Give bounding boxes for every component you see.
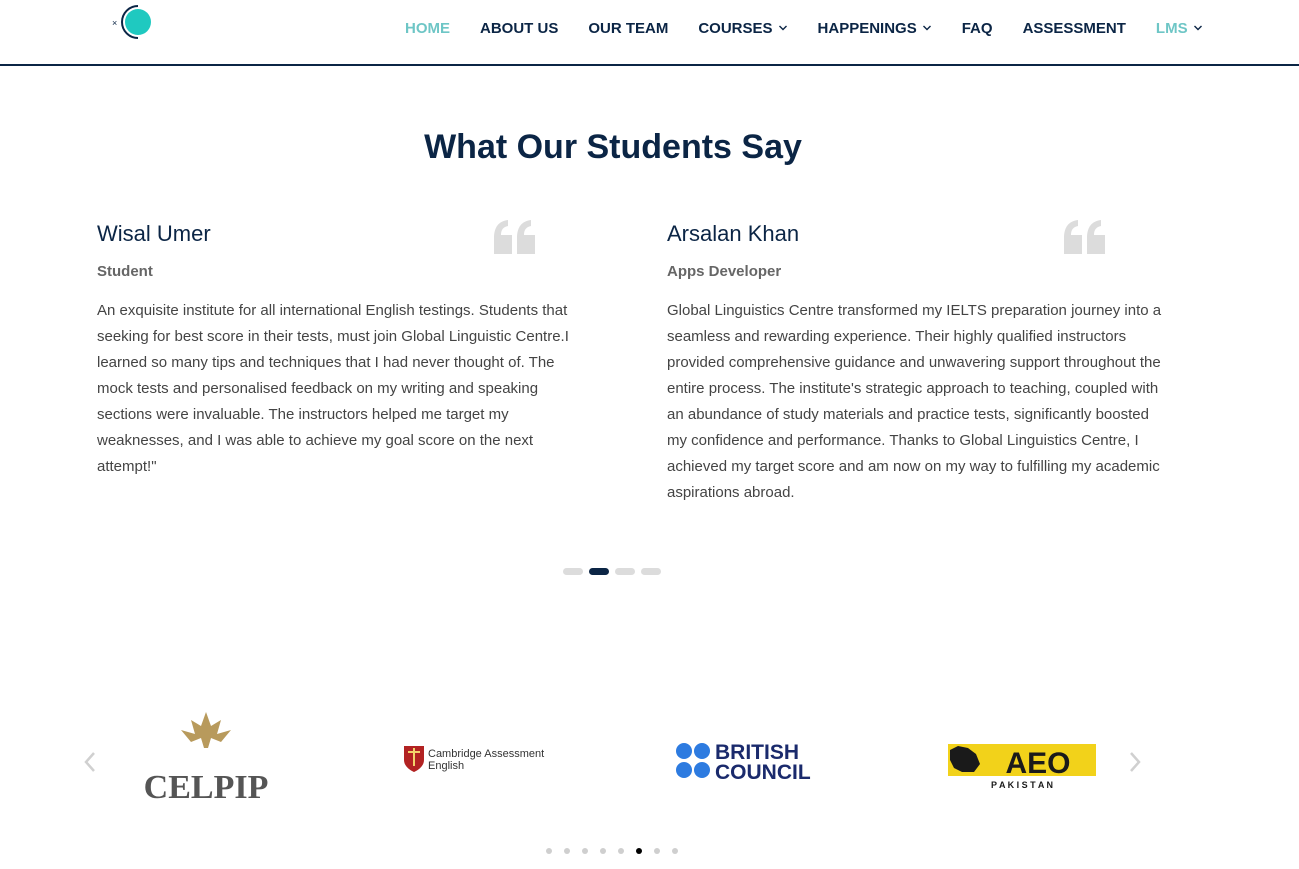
- testimonial-role: Student: [97, 263, 153, 280]
- nav-happenings-label: HAPPENINGS: [817, 19, 917, 37]
- cambridge-line2: English: [428, 760, 465, 772]
- partner-page-dot[interactable]: [672, 848, 678, 854]
- testimonial-page-dot[interactable]: [615, 568, 635, 575]
- aeo-pakistan-logo: [946, 742, 1098, 790]
- partner-page-dot[interactable]: [582, 848, 588, 854]
- nav-about-us-label: ABOUT US: [480, 19, 559, 37]
- nav-courses-label: COURSES: [698, 19, 773, 37]
- testimonial-page-dot-active[interactable]: [589, 568, 609, 575]
- nav-about-us[interactable]: [480, 20, 558, 37]
- nav-lms-label: LMS: [1155, 19, 1188, 37]
- testimonial-text: An exquisite institute for all international English testings. Students that seeking for best score in their tests, must join Global Linguistic Centre.I learned so many tips and techniques that I had never thought of. The mock tests and personalised feedback on my writing and speaking sections were invaluable. The instructors helped me target my weaknesses, and I was able to achieve my goal score on the next attempt!": [97, 302, 569, 475]
- testimonial-card: [97, 220, 577, 480]
- celpip-logo: [135, 708, 277, 804]
- nav-our-team[interactable]: [588, 20, 668, 37]
- quote-icon: [1064, 220, 1106, 254]
- site-logo[interactable]: [110, 2, 156, 42]
- partner-page-dot-active[interactable]: [636, 848, 642, 854]
- testimonial-name: Wisal Umer: [97, 221, 211, 246]
- testimonial-text: Global Linguistics Centre transformed my IELTS preparation journey into a seamless and rewarding experience. Their highly qualified instructors provided comprehensive guidance and unwavering support throughout the entire process. The institute's strategic approach to teaching, coupled with an abundance of study materials and practice tests, significantly boosted my confidence and performance. Thanks to Global Linguistics Centre, I achieved my target score and am now on my way to fulfilling my academic aspirations abroad.: [667, 302, 1162, 501]
- testimonial-page-dot[interactable]: [641, 568, 661, 575]
- testimonial-card: [667, 220, 1162, 506]
- nav-courses[interactable]: [698, 20, 787, 37]
- section-title: What Our Students Say: [424, 128, 802, 166]
- nav-home-label: HOME: [405, 19, 450, 37]
- chevron-right-icon[interactable]: [1128, 750, 1142, 774]
- british-council-line2: COUNCIL: [715, 761, 811, 782]
- chevron-down-icon: [1193, 23, 1203, 33]
- nav-faq-label: FAQ: [961, 19, 993, 37]
- testimonial-role: Apps Developer: [667, 263, 782, 280]
- british-council-line1: BRITISH: [715, 741, 799, 764]
- nav-home[interactable]: [405, 20, 450, 37]
- nav-happenings[interactable]: [818, 20, 932, 37]
- testimonial-name: Arsalan Khan: [667, 221, 800, 246]
- partner-page-dot[interactable]: [618, 848, 624, 854]
- partner-page-dot[interactable]: [546, 848, 552, 854]
- partner-pagination: [546, 848, 690, 854]
- site-header: [0, 0, 1299, 66]
- testimonial-page-dot[interactable]: [563, 568, 583, 575]
- aeo-wordmark: AEO: [1005, 747, 1071, 780]
- nav-assessment-label: ASSESSMENT: [1022, 19, 1126, 37]
- british-council-logo: [675, 740, 825, 782]
- celpip-wordmark: CELPIP: [143, 769, 269, 804]
- cambridge-line1: Cambridge Assessment: [428, 748, 545, 760]
- quote-icon: [494, 220, 536, 254]
- cambridge-assessment-logo: [402, 744, 552, 774]
- partner-page-dot[interactable]: [564, 848, 570, 854]
- nav-assessment[interactable]: [1023, 20, 1126, 37]
- aeo-subtitle: P A K I S T A N: [990, 780, 1054, 790]
- nav-our-team-label: OUR TEAM: [588, 19, 669, 37]
- svg-text:×: ×: [112, 18, 118, 28]
- nav-faq[interactable]: [962, 20, 993, 37]
- chevron-left-icon[interactable]: [83, 750, 97, 774]
- testimonial-pagination: [563, 568, 667, 575]
- nav-lms[interactable]: [1156, 20, 1203, 37]
- chevron-down-icon: [922, 23, 932, 33]
- chevron-down-icon: [778, 23, 788, 33]
- partner-page-dot[interactable]: [654, 848, 660, 854]
- partner-page-dot[interactable]: [600, 848, 606, 854]
- main-nav: [405, 0, 1203, 56]
